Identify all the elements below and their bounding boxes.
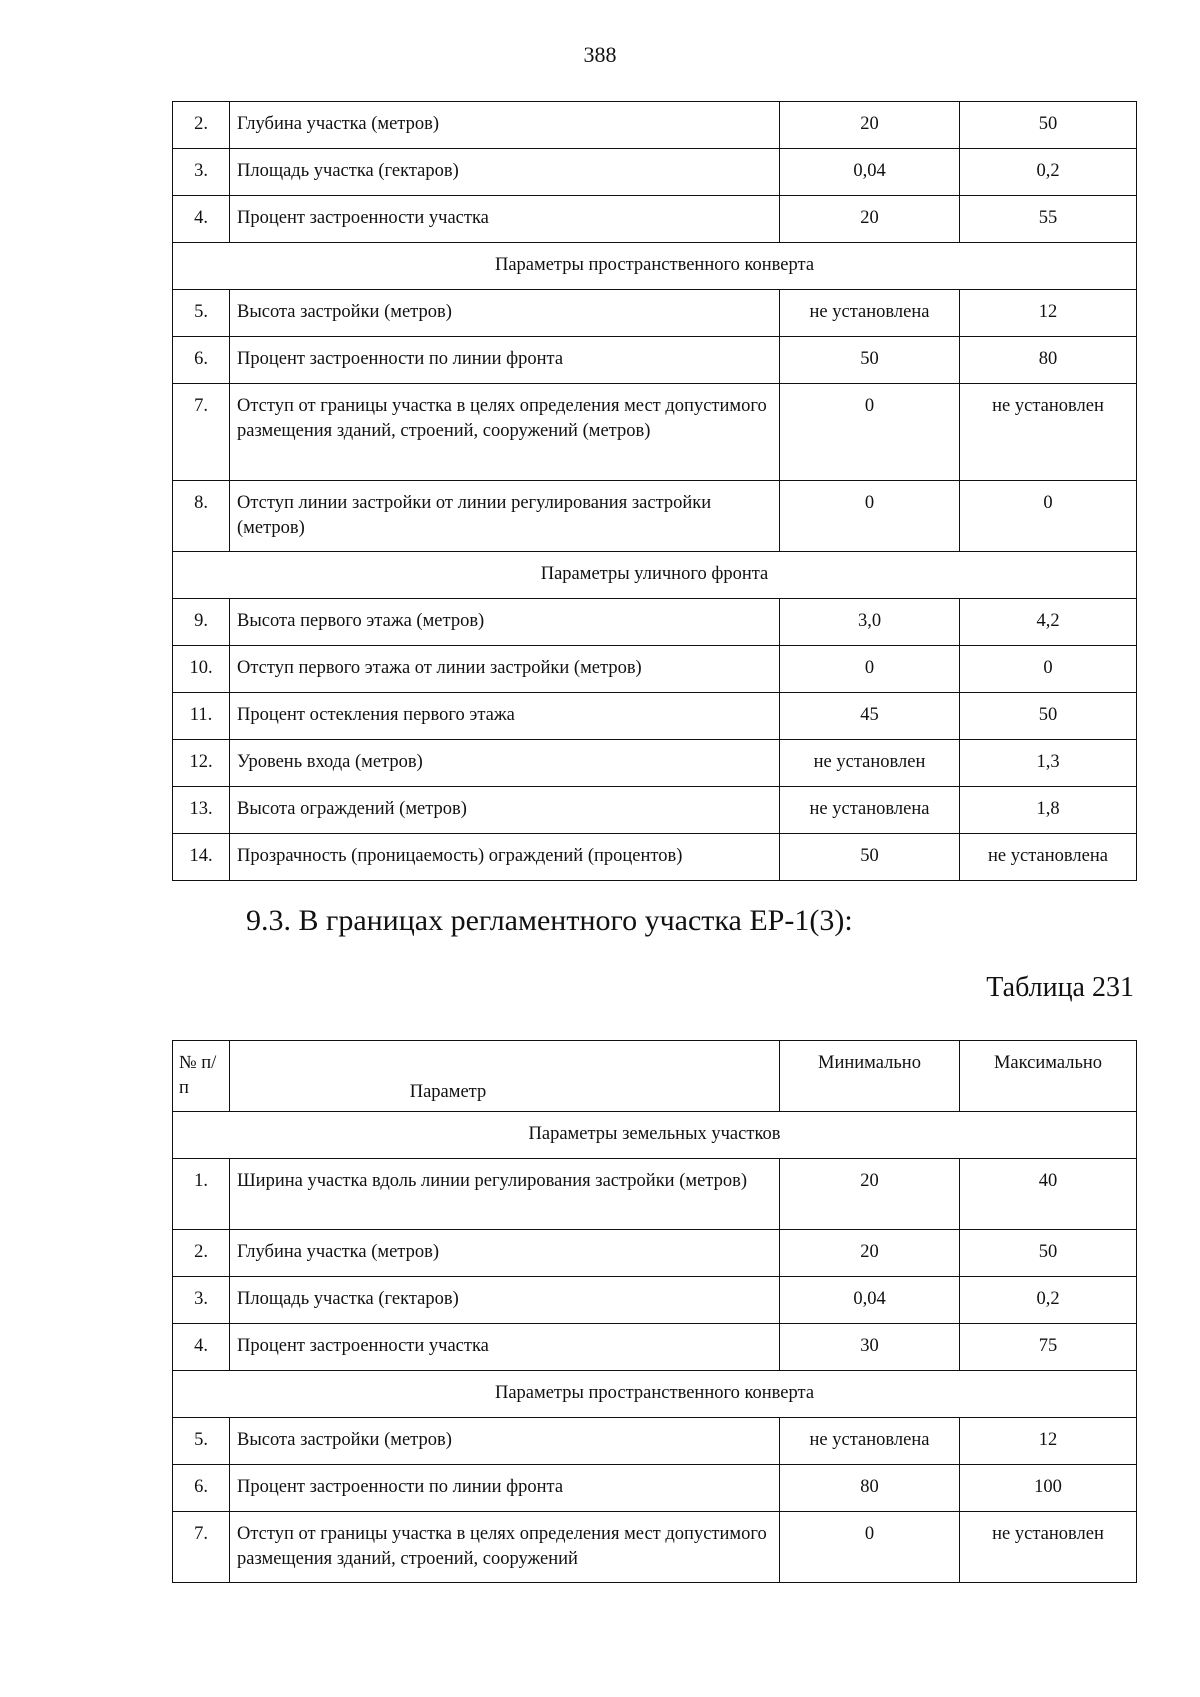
parameter-cell: Процент застроенности по линии фронта <box>230 337 780 384</box>
header-number: № п/п <box>173 1041 230 1112</box>
parameter-cell: Высота первого этажа (метров) <box>230 599 780 646</box>
section-row <box>173 1371 1137 1418</box>
minimum-cell: 20 <box>780 1230 960 1277</box>
section-title: Параметры пространственного конверта <box>173 1371 1137 1418</box>
minimum-cell: не установлена <box>780 787 960 834</box>
maximum-cell: 0 <box>960 646 1137 693</box>
table-header-row <box>173 1041 1137 1112</box>
table-row <box>173 787 1137 834</box>
table-row <box>173 834 1137 881</box>
parameter-cell: Отступ линии застройки от линии регулирования застройки (метров) <box>230 481 780 552</box>
table-row <box>173 599 1137 646</box>
maximum-cell: 0,2 <box>960 1277 1137 1324</box>
row-number: 9. <box>173 599 230 646</box>
row-number: 8. <box>173 481 230 552</box>
parameters-table-231 <box>172 1040 1137 1583</box>
table-row <box>173 290 1137 337</box>
maximum-cell: 1,8 <box>960 787 1137 834</box>
minimum-cell: 0 <box>780 1512 960 1583</box>
maximum-cell: 55 <box>960 196 1137 243</box>
section-title: Параметры пространственного конверта <box>173 243 1137 290</box>
row-number: 3. <box>173 149 230 196</box>
minimum-cell: 80 <box>780 1465 960 1512</box>
table-row <box>173 1512 1137 1583</box>
section-title: Параметры земельных участков <box>173 1112 1137 1159</box>
section-row <box>173 552 1137 599</box>
table-row <box>173 102 1137 149</box>
minimum-cell: 50 <box>780 337 960 384</box>
parameters-table-continued <box>172 101 1137 881</box>
table-row <box>173 196 1137 243</box>
section-title: Параметры уличного фронта <box>173 552 1137 599</box>
maximum-cell: 50 <box>960 102 1137 149</box>
parameter-cell: Процент застроенности участка <box>230 196 780 243</box>
table-row <box>173 384 1137 481</box>
parameter-cell: Отступ от границы участка в целях определения мест допустимого размещения зданий, строений, сооружений <box>230 1512 780 1583</box>
maximum-cell: 4,2 <box>960 599 1137 646</box>
parameter-cell: Высота застройки (метров) <box>230 1418 780 1465</box>
minimum-cell: 0 <box>780 646 960 693</box>
table-row <box>173 693 1137 740</box>
minimum-cell: 30 <box>780 1324 960 1371</box>
parameter-cell: Высота ограждений (метров) <box>230 787 780 834</box>
header-parameter: Параметр <box>230 1041 780 1112</box>
section-row <box>173 1112 1137 1159</box>
table-row <box>173 481 1137 552</box>
row-number: 5. <box>173 290 230 337</box>
maximum-cell: 1,3 <box>960 740 1137 787</box>
minimum-cell: не установлена <box>780 290 960 337</box>
parameter-cell: Площадь участка (гектаров) <box>230 1277 780 1324</box>
row-number: 6. <box>173 1465 230 1512</box>
row-number: 5. <box>173 1418 230 1465</box>
table-row <box>173 1324 1137 1371</box>
table-row <box>173 1277 1137 1324</box>
table-row <box>173 1159 1137 1230</box>
row-number: 7. <box>173 1512 230 1583</box>
table-row <box>173 1418 1137 1465</box>
maximum-cell: 50 <box>960 693 1137 740</box>
parameter-cell: Глубина участка (метров) <box>230 102 780 149</box>
minimum-cell: 20 <box>780 1159 960 1230</box>
minimum-cell: не установлена <box>780 1418 960 1465</box>
maximum-cell: 75 <box>960 1324 1137 1371</box>
parameter-cell: Процент застроенности участка <box>230 1324 780 1371</box>
table-row <box>173 337 1137 384</box>
parameter-cell: Площадь участка (гектаров) <box>230 149 780 196</box>
maximum-cell: 12 <box>960 290 1137 337</box>
maximum-cell: 0 <box>960 481 1137 552</box>
page-number: 388 <box>583 42 617 67</box>
parameter-cell: Процент остекления первого этажа <box>230 693 780 740</box>
section-heading: 9.3. В границах регламентного участка ЕР-1(3): <box>246 904 853 937</box>
row-number: 4. <box>173 1324 230 1371</box>
maximum-cell: 100 <box>960 1465 1137 1512</box>
maximum-cell: 40 <box>960 1159 1137 1230</box>
minimum-cell: 50 <box>780 834 960 881</box>
minimum-cell: 0 <box>780 384 960 481</box>
row-number: 2. <box>173 1230 230 1277</box>
row-number: 11. <box>173 693 230 740</box>
row-number: 14. <box>173 834 230 881</box>
section-row <box>173 243 1137 290</box>
header-maximum: Максимально <box>960 1041 1137 1112</box>
parameter-cell: Высота застройки (метров) <box>230 290 780 337</box>
row-number: 6. <box>173 337 230 384</box>
row-number: 2. <box>173 102 230 149</box>
minimum-cell: 0,04 <box>780 149 960 196</box>
parameter-cell: Отступ первого этажа от линии застройки (метров) <box>230 646 780 693</box>
row-number: 12. <box>173 740 230 787</box>
minimum-cell: 3,0 <box>780 599 960 646</box>
table-row <box>173 1230 1137 1277</box>
row-number: 13. <box>173 787 230 834</box>
table-caption: Таблица 231 <box>986 972 1134 1003</box>
minimum-cell: 20 <box>780 196 960 243</box>
row-number: 1. <box>173 1159 230 1230</box>
table-row <box>173 1465 1137 1512</box>
minimum-cell: 0 <box>780 481 960 552</box>
parameter-cell: Процент застроенности по линии фронта <box>230 1465 780 1512</box>
row-number: 3. <box>173 1277 230 1324</box>
parameter-cell: Ширина участка вдоль линии регулирования застройки (метров) <box>230 1159 780 1230</box>
maximum-cell: 50 <box>960 1230 1137 1277</box>
minimum-cell: 20 <box>780 102 960 149</box>
maximum-cell: 0,2 <box>960 149 1137 196</box>
minimum-cell: не установлен <box>780 740 960 787</box>
header-minimum: Минимально <box>780 1041 960 1112</box>
table-row <box>173 149 1137 196</box>
maximum-cell: не установлен <box>960 1512 1137 1583</box>
minimum-cell: 45 <box>780 693 960 740</box>
maximum-cell: не установлена <box>960 834 1137 881</box>
minimum-cell: 0,04 <box>780 1277 960 1324</box>
row-number: 4. <box>173 196 230 243</box>
parameter-cell: Уровень входа (метров) <box>230 740 780 787</box>
table-row <box>173 646 1137 693</box>
parameter-cell: Отступ от границы участка в целях определения мест допустимого размещения зданий, строений, сооружений (метров) <box>230 384 780 481</box>
row-number: 7. <box>173 384 230 481</box>
table-row <box>173 740 1137 787</box>
parameter-cell: Прозрачность (проницаемость) ограждений (процентов) <box>230 834 780 881</box>
maximum-cell: 12 <box>960 1418 1137 1465</box>
row-number: 10. <box>173 646 230 693</box>
parameter-cell: Глубина участка (метров) <box>230 1230 780 1277</box>
maximum-cell: не установлен <box>960 384 1137 481</box>
maximum-cell: 80 <box>960 337 1137 384</box>
